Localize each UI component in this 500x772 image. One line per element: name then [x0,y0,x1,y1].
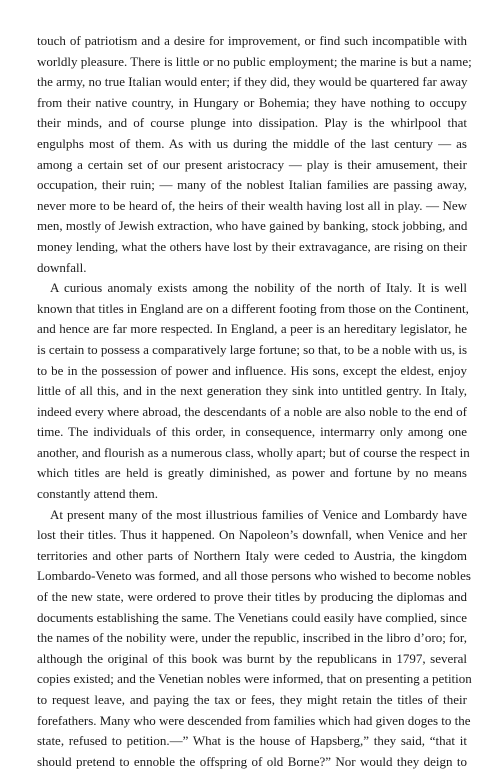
text-line: their minds, and of course plunge into dissipation. Play is the whirlpool that [37,115,467,131]
text-line: to be in the possession of power and influence. His sons, except the eldest, enjoy [37,362,467,378]
text-line: the army, no true Italian would enter; if they did, they would be quartered far away [37,74,468,90]
text-line: forefathers. Many who were descended from families which had given doges to the [37,712,471,728]
text-line: money lending, what the others have lost by their extravagance, are rising on their [37,238,467,254]
paragraph-3 [37,505,472,772]
paragraph-1 [37,31,472,278]
text-line: occupation, their ruin; — many of the noblest Italian families are passing away, [37,177,467,193]
text-line: another, and flourish as a numerous class, wholly apart; but of course the respect in [37,444,470,460]
text-line: is certain to possess a comparatively large fortune; so that, to be a noble with us, is [37,341,468,357]
text-line: worldly pleasure. There is little or no public employment; the marine is but a name; [37,53,472,69]
text-line: At present many of the most illustrious families of Venice and Lombardy have [50,506,467,522]
text-line: copies existed; and the Venetian nobles were informed, that on presenting a petition [37,671,472,687]
text-line: indeed every where abroad, the descendants of a noble are also noble to the end of [37,403,467,419]
text-line: constantly attend them. [37,486,158,502]
paragraph-2 [37,278,470,505]
text-line: men, mostly of Jewish extraction, who have gained by banking, stock jobbing, and [37,218,468,234]
document-page [37,31,472,772]
text-line: downfall. [37,259,87,275]
text-line: territories and other parts of Northern Italy were ceded to Austria, the kingdom [37,547,467,563]
text-line: touch of patriotism and a desire for improvement, or find such incompatible with [37,33,467,48]
text-line: time. The individuals of this order, in consequence, intermarry only among one [37,424,467,440]
text-line: although the original of this book was burnt by the republicans in 1797, several [37,650,467,666]
text-line: from their native country, in Hungary or Bohemia; they have nothing to occupy [37,94,467,110]
text-line: little of all this, and in the next generation they sink into untitled gentry. In Italy, [37,383,467,399]
text-line: the names of the nobility were, under the republic, inscribed in the libro d’oro; for, [37,630,467,646]
text-line: A curious anomaly exists among the nobility of the north of Italy. It is well [50,280,467,296]
text-line: should pretend to ennoble the offspring of old Borne?” Nor would they deign to [37,753,467,769]
text-line: of the new state, were ordered to prove their titles by producing the diplomas and [37,589,467,605]
text-line: which titles are held is greatly diminished, as power and fortune by no means [37,465,467,481]
text-line: known that titles in England are on a different footing from those on the Continent, [37,300,469,316]
text-line: documents establishing the same. The Venetians could easily have complied, since [37,609,467,625]
text-line: engulphs most of them. As with us during the middle of the last century — as [37,135,467,151]
text-line: never more to be heard of, the heirs of their wealth having lost all in play. — New [37,197,467,213]
text-line: Lombardo-Veneto was formed, and all those persons who wished to become nobles [37,568,471,584]
text-line: among a certain set of our present aristocracy — play is their amusement, their [37,156,467,172]
text-line: state, refused to petition.—” What is the house of Hapsberg,” they said, “that it [37,733,467,749]
text-line: and hence are far more respected. In England, a peer is an hereditary legislator, he [37,321,467,337]
text-line: to request leave, and paying the tax or fees, they might retain the titles of their [37,692,467,707]
text-line: lost their titles. Thus it happened. On Napoleon’s downfall, when Venice and her [37,527,467,543]
